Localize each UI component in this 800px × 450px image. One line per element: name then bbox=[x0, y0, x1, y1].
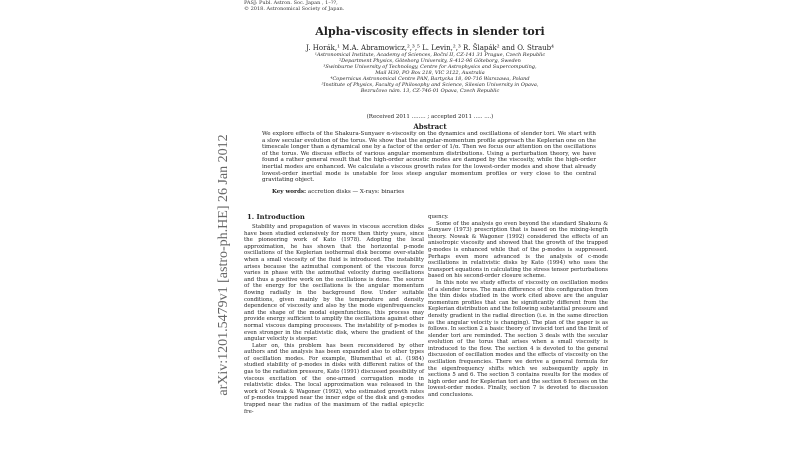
arxiv-sidebar-stamp bbox=[214, 100, 234, 430]
keywords-text: accretion disks — X-rays: binaries bbox=[307, 189, 405, 195]
keywords bbox=[272, 189, 592, 195]
affiliation-line: ⁵Institute of Physics, Faculty of Philosophy and Science, Silesian University in Opava, bbox=[321, 82, 539, 88]
paragraph: Later on, this problem has been reconsidered by other authors and the analysis has been expanded also to other types of oscillation modes. For example, Blumenthal et al. (1984) studied stability of p-modes in disks with different ratios of the gas to the radiation pressure, Kato (1991) discussed possibility of viscous excitation of the one-armed corrugation mode in relativistic disks. The local approximation was released in the work of Nowak & Wagoner (1992), who estimated growth rates of p-modes trapped near the inner edge of the disk and g-modes trapped near the radius of the maximum of the radial epicyclic fre- bbox=[244, 342, 424, 415]
section-heading-introduction: 1. Introduction bbox=[247, 213, 305, 221]
affiliations bbox=[285, 52, 575, 94]
author-list: J. Horák,¹ M.A. Abramowicz,²,³,⁵ L. Levin,²,³ R. Šlapák² and O. Straub⁴ bbox=[306, 44, 554, 52]
arxiv-id: arXiv:1201.5479v1 [astro-ph.HE] 26 Jan 2012 bbox=[216, 134, 231, 396]
paragraph: quency. bbox=[428, 214, 449, 220]
paragraph: Some of the analysis go even beyond the standard Shakura & Sunyaev (1973) prescription that is based on the mixing-length theory. Nowak & Wagoner (1992) considered the effects of an anisotropic viscosity and showed that the growth of the trapped g-modes is enhanced while that of the p-modes is suppressed. Perhaps even more advanced is the analysis of c-mode oscillations in relativistic disks by Kato (1994) who uses the transport equations in calculating the stress tensor perturbations based on his second-order closure scheme. bbox=[428, 220, 608, 280]
paragraph: In this note we study effects of viscosity on oscillation modes of a slender torus. The main difference of this configuration from the thin disks studied in the work cited above are the angular momentum profiles that can be significantly different from the Keplerian distribution and the following substantial pressure and density gradient in the radial direction (i.e. in the same direction as the angular velocity is changing). The plan of the paper is as follows. In section 2 a basic theory of inviscid tori and the limit of slender tori are reminded. The section 3 deals with the secular evolution of the torus that arises when a small viscosity is introduced to the flow. The section 4 is devoted to the general discussion of oscillation modes and the effects of viscosity on the oscillation frequencies. There we derive a general formula for the eigenfrequency shifts which we subsequently apply in sections 5 and 6. The section 5 contains results for the modes of high order and for Keplerian tori and the section 6 focuses on the lowest-order modes. Finally, section 7 is devoted to discussion and conclusions. bbox=[428, 279, 608, 399]
journal-header bbox=[244, 0, 344, 12]
copyright-line: © 2018. Astronomical Society of Japan. bbox=[244, 6, 345, 12]
affiliation-line: Mail H30, PO Box 218, VIC 3122, Australia bbox=[375, 70, 485, 76]
received-dates: (Received 2011 ........ ; accepted 2011 ..... ....) bbox=[366, 114, 494, 120]
keywords-label: Key words: bbox=[272, 189, 307, 195]
affiliation-line: ³Swinburne University of Technology, Centre for Astrophysics and Supercomputing, bbox=[323, 64, 537, 70]
affiliation-line: ²Department Physics, Göteborg University, S-412-96 Göteborg, Sweden bbox=[339, 58, 521, 64]
paragraph: Stability and propagation of waves in viscous accretion disks have been studied extensively for more then thirty years, since the pioneering work of Kato (1978). Adopting the local approximation, he has shown that the horizontal p-mode oscillations of the Keplerian isothermal disk become over-stable when a small viscosity of the fluid is introduced. The instability arises because the azimuthal component of the viscous force varies in phase with the azimuthal velocity during oscillations and thus a positive work on the oscillations is done. The source of the energy for the oscillations is the angular momentum flowing radially in the background flow. Under suitable conditions, given mainly by the temperature and density dependence of viscosity and also by the mode eigenfrequencies and the shape of the modal eigenfunctions, this process may provide energy sufficient to amplify the oscillations against other normal viscous damping processes. The instability of p-modes is even stronger in the relativistic disk, where the gradient of the angular velocity is steeper. bbox=[244, 224, 424, 343]
abstract-text: We explore effects of the Shakura-Sunyaev α-viscosity on the dynamics and oscillations of slender tori. We start with a slow secular evolution of the torus. We show that the angular-momentum profile approach the Keplerian one on the timescale longer than a dynamical one by a factor of the order of 1/α. Then we focus our attention on the oscillations of the torus. We discuss effects of various angular momentum distributions. Using a perturbation theory, we have found a rather general result that the high-order acoustic modes are damped by the viscosity, while the high-order inertial modes are enhanced. We calculate a viscous growth rates for the lowest-order modes and show that already lowest-order inertial mode is unstable for less steep angular momentum profiles or very close to the central gravitating object. bbox=[262, 131, 596, 184]
journal-citation: PASJ: Publ. Astron. Soc. Japan , 1–??, bbox=[244, 0, 338, 6]
right-column bbox=[428, 214, 608, 399]
abstract-heading: Abstract bbox=[413, 122, 447, 131]
affiliation-line: ¹Astronomical Institute, Academy of Sciences, Boční II, CZ-141 31 Prague, Czech Republic bbox=[314, 52, 546, 58]
affiliation-line: ⁴Copernicus Astronomical Centre PAN, Bartycka 18, 00-716 Warszawa, Poland bbox=[330, 76, 530, 82]
paper-title: Alpha-viscosity effects in slender tori bbox=[315, 25, 545, 38]
affiliation-line: Bezručovo nám. 13, CZ-746-01 Opava, Czech Republic bbox=[360, 88, 500, 94]
left-column bbox=[244, 224, 424, 415]
